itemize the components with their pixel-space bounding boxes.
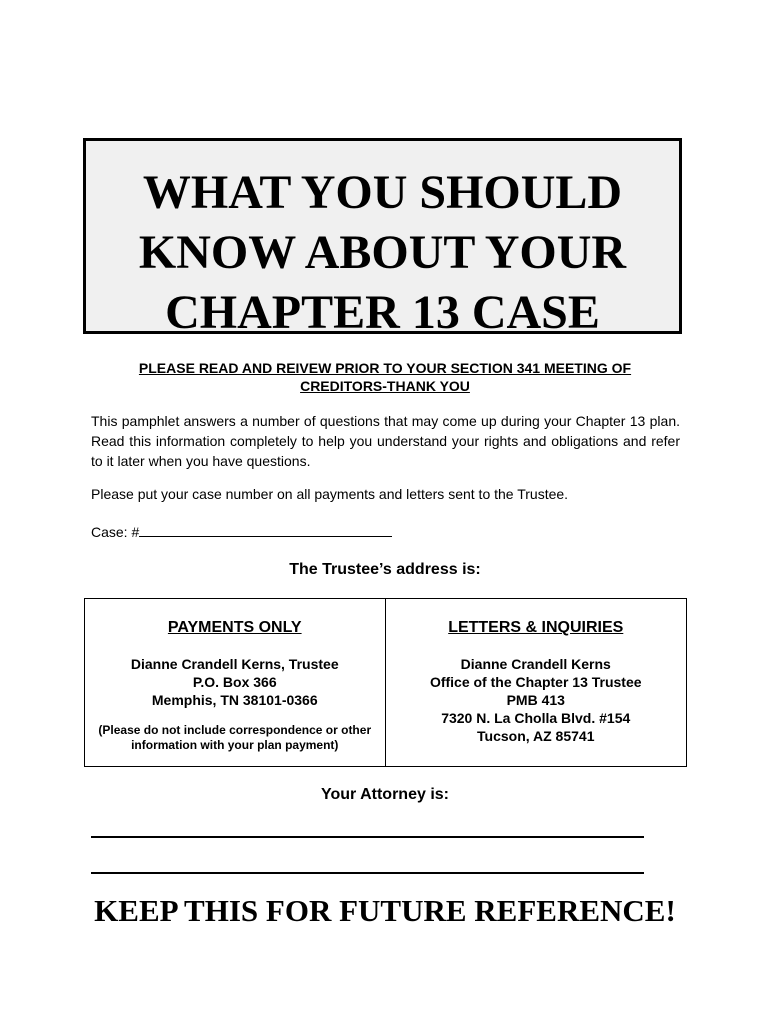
letters-address-line: Dianne Crandell Kerns [460,656,611,672]
payments-note [85,723,385,753]
payments-note-line-2: information with your plan payment) [131,738,339,752]
payments-address-line: Dianne Crandell Kerns, Trustee [130,656,339,672]
payments-note-line-1: (Please do not include correspondence or other [98,723,372,737]
title-line-1: WHAT YOU SHOULD [142,166,623,219]
attorney-heading: Your Attorney is: [320,786,449,803]
case-number-blank[interactable] [139,522,392,537]
attorney-line-1[interactable] [91,836,644,838]
letters-address-line: PMB 413 [506,692,565,708]
letters-address-line: Office of the Chapter 13 Trustee [429,674,642,690]
payments-address-line: Memphis, TN 38101-0366 [151,692,318,708]
payments-heading: PAYMENTS ONLY [167,619,302,636]
footer-reminder: KEEP THIS FOR FUTURE REFERENCE! [94,893,676,928]
letters-address-line: Tucson, AZ 85741 [477,728,595,744]
title-box [83,138,682,339]
intro-paragraph: This pamphlet answers a number of questions that may come up during your Chapter 13 plan. Read this information completely to help you understand your rights and obligations and refer to it later when you have questions. [91,413,680,469]
title-line-3: CHAPTER 13 CASE [165,286,600,339]
payments-address-line: P.O. Box 366 [192,674,277,690]
case-number-row [91,522,392,542]
read-notice-line-1: PLEASE READ AND REIVEW PRIOR TO YOUR SECTION 341 MEETING OF [138,360,632,376]
letters-heading: LETTERS & INQUIRIES [448,619,624,636]
trustee-address-heading: The Trustee’s address is: [289,561,481,578]
case-instruction: Please put your case number on all payments and letters sent to the Trustee. [91,486,569,502]
case-label: Case: # [91,524,140,540]
title-line-2: KNOW ABOUT YOUR [138,226,627,279]
trustee-address-table [84,598,687,767]
letters-column [386,599,687,766]
read-notice [100,359,670,395]
read-notice-line-2: CREDITORS-THANK YOU [300,378,470,394]
attorney-line-2[interactable] [91,872,644,874]
letters-address-line: 7320 N. La Cholla Blvd. #154 [441,710,631,726]
payments-column [85,599,386,766]
